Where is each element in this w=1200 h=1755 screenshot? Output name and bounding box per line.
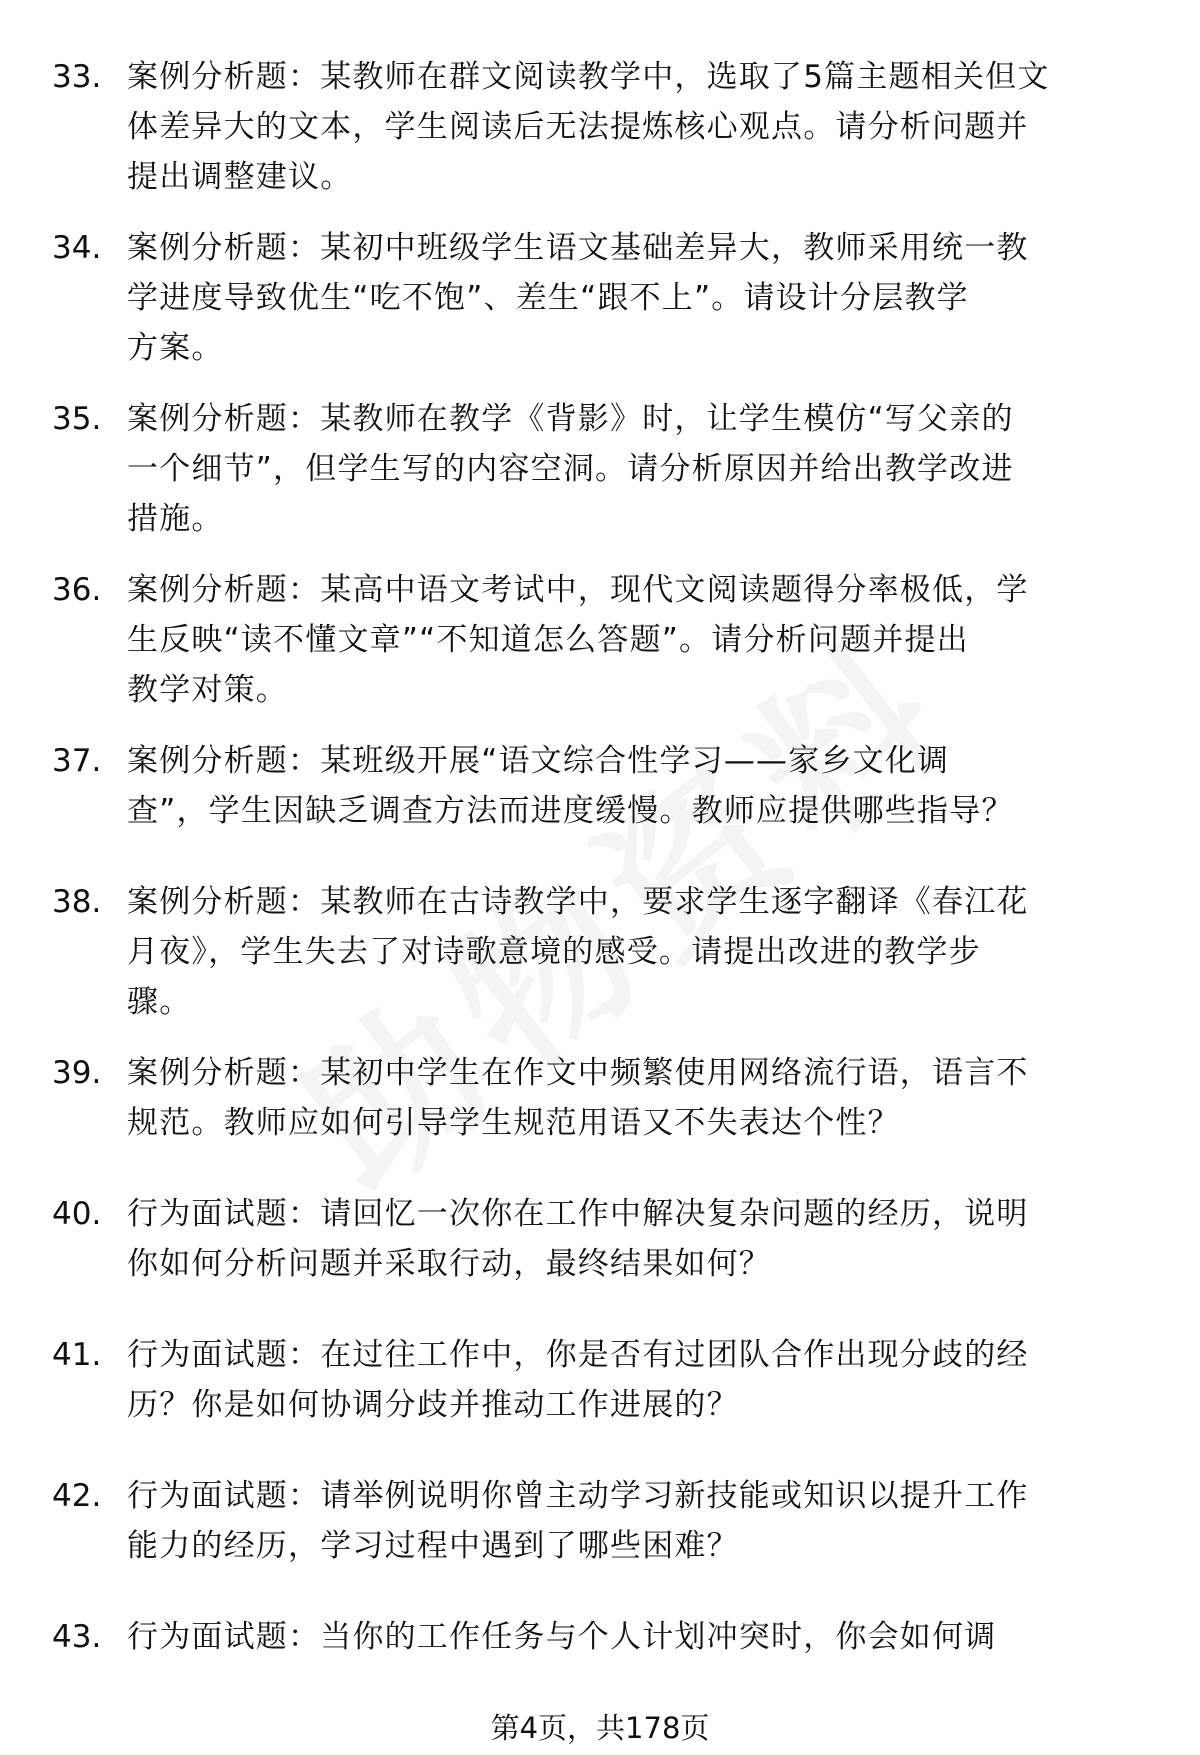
question-item xyxy=(0,394,1200,565)
question-text xyxy=(127,565,1142,715)
question-item xyxy=(0,52,1200,223)
question-text xyxy=(127,1612,1142,1662)
question-number: 34. xyxy=(52,230,102,266)
question-line: 案例分析题：某高中语文考试中，现代文阅读题得分率极低，学 xyxy=(127,572,1029,608)
question-item xyxy=(0,1330,1200,1471)
question-line: 方案。 xyxy=(127,330,224,366)
question-number: 37. xyxy=(52,743,102,779)
question-text xyxy=(127,52,1142,202)
question-line: 案例分析题：某教师在教学《背影》时，让学生模仿“写父亲的 xyxy=(127,401,1014,437)
question-line: 查”，学生因缺乏调查方法而进度缓慢。教师应提供哪些指导？ xyxy=(127,793,1014,829)
question-line: 行为面试题：当你的工作任务与个人计划冲突时，你会如何调 xyxy=(127,1619,997,1655)
question-line: 案例分析题：某初中班级学生语文基础差异大，教师采用统一教 xyxy=(127,230,1029,266)
question-number: 42. xyxy=(52,1478,102,1514)
question-number: 35. xyxy=(52,401,102,437)
question-text xyxy=(127,394,1142,544)
question-number: 43. xyxy=(52,1619,102,1655)
question-item xyxy=(0,736,1200,877)
question-line: 行为面试题：请回忆一次你在工作中解决复杂问题的经历，说明 xyxy=(127,1196,1029,1232)
question-line: 月夜》，学生失去了对诗歌意境的感受。请提出改进的教学步 xyxy=(127,934,981,970)
question-item xyxy=(0,223,1200,394)
question-item xyxy=(0,1048,1200,1189)
question-line: 案例分析题：某班级开展“语文综合性学习——家乡文化调 xyxy=(127,743,950,779)
question-text xyxy=(127,877,1142,1027)
question-item xyxy=(0,565,1200,736)
question-item xyxy=(0,877,1200,1048)
question-line: 案例分析题：某初中学生在作文中频繁使用网络流行语，语言不 xyxy=(127,1055,1029,1091)
question-number: 36. xyxy=(52,572,102,608)
question-line: 教学对策。 xyxy=(127,672,288,708)
question-list xyxy=(0,52,1200,1753)
question-line: 骤。 xyxy=(127,984,192,1020)
question-item xyxy=(0,1471,1200,1612)
question-text xyxy=(127,223,1142,373)
question-line: 能力的经历，学习过程中遇到了哪些困难？ xyxy=(127,1528,739,1564)
question-line: 案例分析题：某教师在古诗教学中，要求学生逐字翻译《春江花 xyxy=(127,884,1029,920)
question-line: 案例分析题：某教师在群文阅读教学中，选取了5篇主题相关但文 xyxy=(127,59,1050,95)
question-number: 40. xyxy=(52,1196,102,1232)
question-line: 你如何分析问题并采取行动，最终结果如何？ xyxy=(127,1246,771,1282)
question-number: 33. xyxy=(52,59,102,95)
question-text xyxy=(127,1189,1142,1289)
question-line: 体差异大的文本，学生阅读后无法提炼核心观点。请分析问题并 xyxy=(127,109,1029,145)
question-item xyxy=(0,1189,1200,1330)
question-line: 提出调整建议。 xyxy=(127,159,353,195)
question-line: 历？你是如何协调分歧并推动工作进展的？ xyxy=(127,1387,739,1423)
question-text xyxy=(127,736,1142,836)
question-line: 学进度导致优生“吃不饱”、差生“跟不上”。请设计分层教学 xyxy=(127,280,969,316)
question-number: 41. xyxy=(52,1337,102,1373)
question-line: 一个细节”，但学生写的内容空洞。请分析原因并给出教学改进 xyxy=(127,451,1014,487)
question-line: 行为面试题：在过往工作中，你是否有过团队合作出现分歧的经 xyxy=(127,1337,1029,1373)
question-text xyxy=(127,1330,1142,1430)
question-text xyxy=(127,1048,1142,1148)
page-indicator: 第4页，共178页 xyxy=(490,1711,710,1745)
question-line: 措施。 xyxy=(127,501,224,537)
question-text xyxy=(127,1471,1142,1571)
question-line: 规范。教师应如何引导学生规范用语又不失表达个性？ xyxy=(127,1105,900,1141)
question-number: 39. xyxy=(52,1055,102,1091)
question-line: 行为面试题：请举例说明你曾主动学习新技能或知识以提升工作 xyxy=(127,1478,1029,1514)
question-line: 生反映“读不懂文章”“不知道怎么答题”。请分析问题并提出 xyxy=(127,622,969,658)
question-number: 38. xyxy=(52,884,102,920)
